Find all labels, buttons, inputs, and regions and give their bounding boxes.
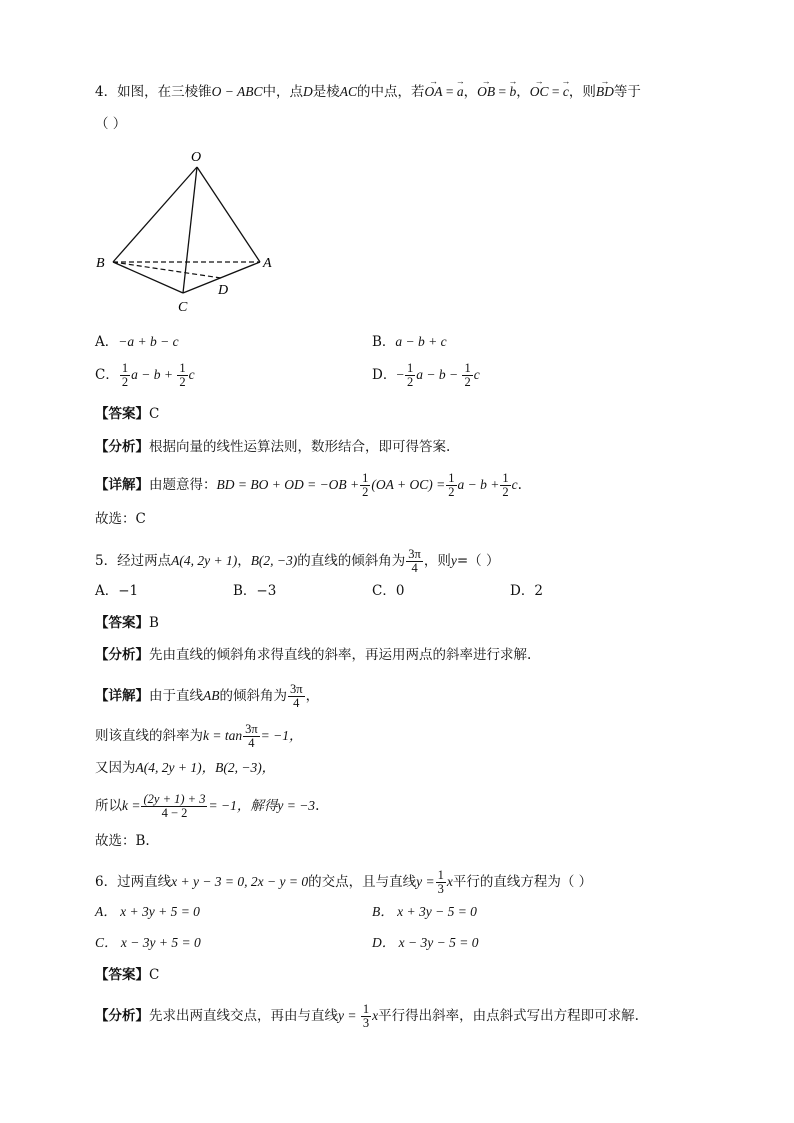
q4-option-a: A．−a + b − c [95,334,179,350]
q4-stem: 4．如图，在三棱锥O − ABC中，点D是棱AC的中点，若→ OA = → a，→ OB = → b，→ OC = → c，则→ BD等于 [95,83,641,101]
q5-answer: 【答案】B [95,615,159,631]
label-D: D [218,283,229,298]
q5-detail-1: 【详解】由于直线AB的倾斜角为 $\frac{3\pi}{4}$ ， [95,682,320,710]
q5-option-a: A．−1 [95,583,139,599]
q4-analysis: 【分析】根据向量的线性运算法则，数形结合，即可得答案. [95,439,451,455]
q6-option-c: C． x − 3y + 5 = 0 [95,935,201,950]
edge-OB [113,167,197,262]
q5-option-d: D．2 [510,583,543,599]
label-C: C [178,300,188,315]
label-B: B [96,256,105,271]
label-A: A [263,256,272,271]
q5-stem: 5．经过两点A(4, 2y + 1)，B(2, −3)的直线的倾斜角为 $\frac{3\pi}{4}$ ，则y=（ ） [95,547,500,575]
q5-detail-2: 则该直线的斜率为k = tan $\frac{3\pi}{4}$ = −1， [95,722,303,750]
q5-detail-3: 又因为A(4, 2y + 1)，B(2, −3)， [95,760,276,776]
q5-analysis: 【分析】先由直线的倾斜角求得直线的斜率，再运用两点的斜率进行求解. [95,647,532,663]
q4-option-d: D．− $\frac{1}{2}$ a − b − $\frac{1}{2}$ c [372,361,480,389]
q6-option-a: A． x + 3y + 5 = 0 [95,904,200,919]
edge-OA [197,167,260,262]
q6-option-b: B． x + 3y − 5 = 0 [372,904,477,919]
label-O: O [191,150,202,165]
q4-option-c: C． $\frac{1}{2}$ a − b + $\frac{1}{2}$ c [95,361,195,389]
q4-answer-paren: （ ） [95,116,127,132]
q6-option-d: D． x − 3y − 5 = 0 [372,935,479,950]
edge-BD-dashed [113,262,221,278]
q4-conclusion: 故选：C [95,511,146,527]
q4-option-b: B．a − b + c [372,334,447,350]
q4-detail: 【详解】由题意得：BD = BO + OD = −OB + $\frac{1}{2}$ (OA + OC) = $\frac{1}{2}$ a − b + $\frac{1}{2}$ c. [95,471,522,499]
q4-answer: 【答案】C [95,406,160,422]
q6-analysis: 【分析】先求出两直线交点，再由与直线y = $\frac{1}{3}$ x平行得出斜率，由点斜式写出方程即可求解. [95,1002,639,1030]
tetrahedron-figure [90,145,290,320]
q6-answer: 【答案】C [95,967,160,983]
q5-conclusion: 故选：B. [95,833,150,849]
q5-option-b: B．−3 [233,583,277,599]
q6-stem: 6．过两直线x + y − 3 = 0, 2x − y = 0的交点，且与直线y = $\frac{1}{3}$ x平行的直线方程为（ ） [95,868,593,896]
q5-option-c: C．0 [372,583,405,599]
q5-detail-4: 所以k = $\frac{(2y + 1) + 3}{4 - 2}$ = −1，解得y = −3. [95,792,320,820]
